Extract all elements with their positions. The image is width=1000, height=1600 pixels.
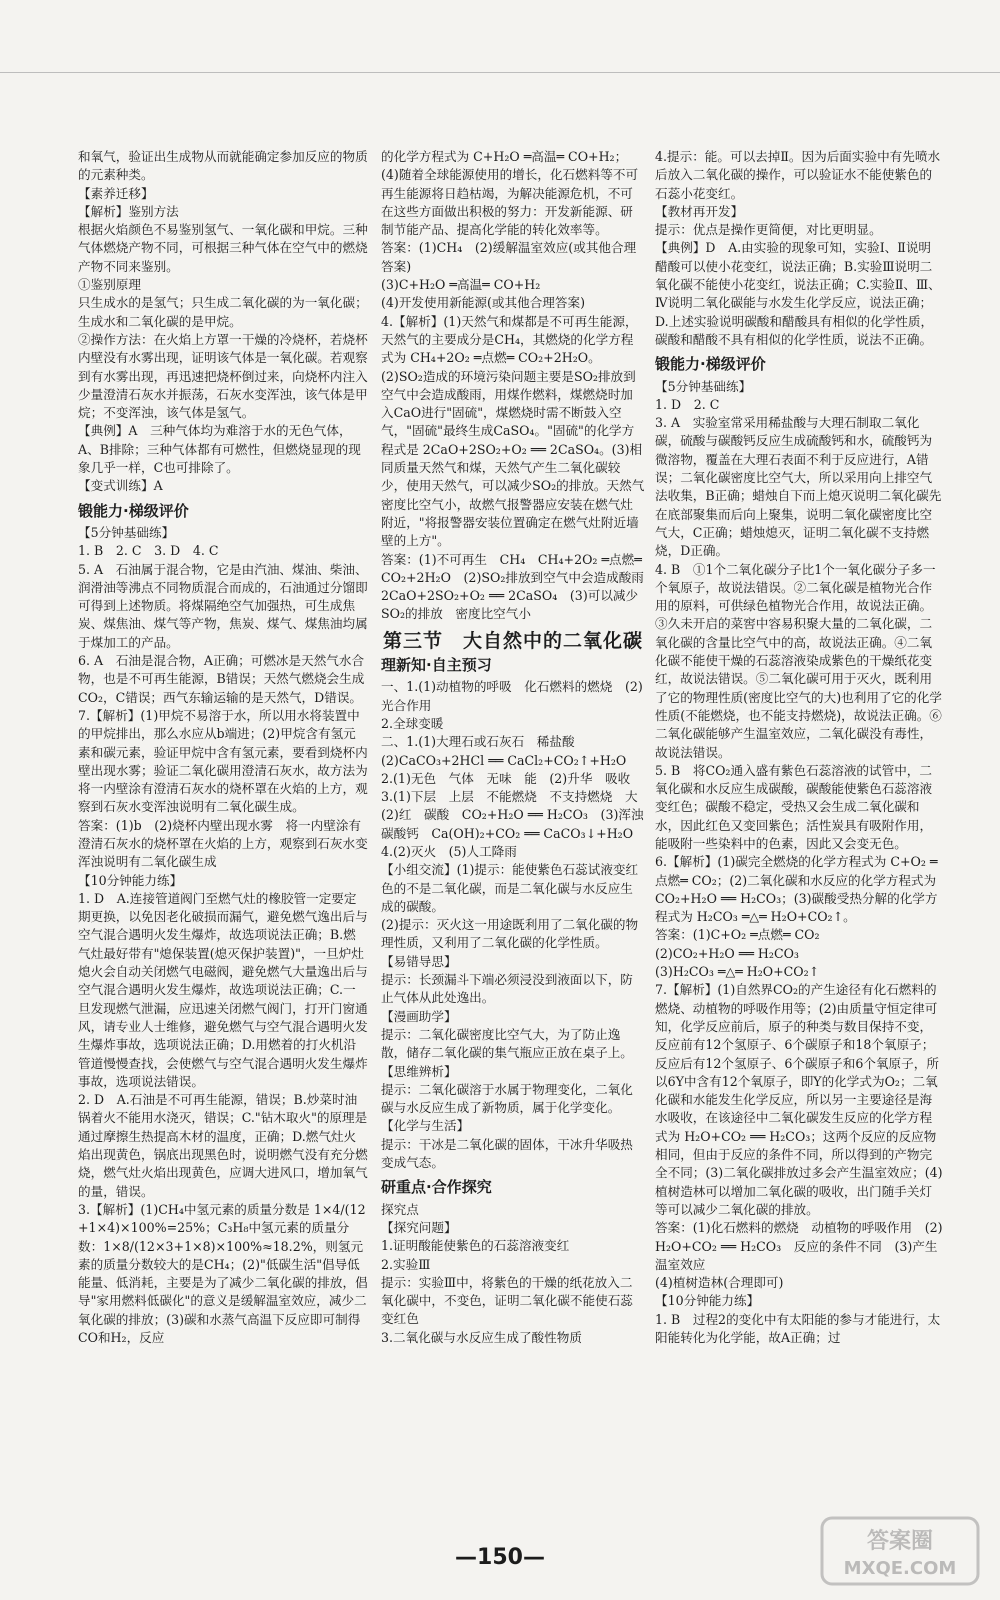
paragraph: 锻能力·梯级评价 [655, 355, 766, 374]
paragraph: 7.【解析】(1)自然界CO₂的产生途径有化石燃料的燃烧、动植物的呼吸作用等；(2)由质量守恒定律可知，化学反应前后，原子的种类与数目保持不变，反应前有12个氢原子、6个碳原子和18个氧原子；反应后有12个氢原子、6个碳原子和6个氧原子，所以6Y中含有12个氧原子，即Y的化学式为O₂；二氧化碳和水能发生化学反应，所以另一主要途径是海水吸收，在该途径中二氧化碳发生反应的化学方程式为 H₂O+CO₂ ══ H₂CO₃；这两个反应的反应物相同，但由于反应的条件不同，所以得到的产物完全不同；(3)二氧化碳排放过多会产生温室效应；(4)植树造林可以增加二氧化碳的吸收，出门随手关灯等可以减少二氧化碳的排放。 [655, 982, 943, 1217]
paragraph: 理新知·自主预习 [381, 656, 492, 675]
paragraph: 【5分钟基础练】 [655, 378, 752, 394]
svg-text:答案圈: 答案圈 [866, 1529, 934, 1554]
paragraph: 6.【解析】(1)碳完全燃烧的化学方程式为 C+O₂ ═点燃═ CO₂；(2)二氧化碳和水反应的化学方程式为 CO₂+H₂O ══ H₂CO₃；(3)碳酸受热分解的化学方程式为 H₂CO₃ ═△═ H₂O+CO₂↑。 [655, 854, 938, 925]
paragraph: 答案：(1)不可再生 CH₄ CH₄+2O₂ ═点燃═ CO₂+2H₂O (2)SO₂排放到空气中会造成酸雨 2CaO+2SO₂+O₂ ══ 2CaSO₄ (3)可以减少SO₂的排放 密度比空气小 [381, 551, 657, 622]
paragraph: (4)植树造林(合理即可) [655, 1275, 784, 1291]
top-rule [0, 72, 1000, 73]
paragraph: 一、1.(1)动植物的呼吸 化石燃料的燃烧 (2)光合作用 [381, 679, 643, 713]
paragraph: 7.【解析】(1)甲烷不易溶于水，所以用水将装置中的甲烷排出，那么水应从b端进；(2)甲烷含有氢元素和碳元素，验证甲烷中含有氢元素，要看到烧杯内壁出现水雾；验证二氧化碳用澄清石灰水，故方法为将一内壁涂有澄清石灰水的烧杯罩在火焰的上方，观察到石灰水变浑浊说明有二氧化碳生成。 [78, 707, 368, 815]
paragraph: 3.(1)下层 上层 不能燃烧 不支持燃烧 大 (2)红 碳酸 CO₂+H₂O ══ H₂CO₃ (3)浑浊 碳酸钙 Ca(OH)₂+CO₂ ══ CaCO₃↓+H₂O [381, 789, 657, 841]
paragraph: 锻能力·梯级评价 [78, 501, 189, 520]
paragraph: 提示：优点是操作更简便，对比更明显。 [655, 222, 882, 238]
paragraph: 【教材再开发】 [655, 203, 744, 219]
paragraph: 提示：二氧化碳密度比空气大，为了防止逸散，储存二氧化碳的集气瓶应正放在桌子上。 [381, 1026, 633, 1061]
paragraph: 提示：干冰是二氧化碳的固体，干冰升华吸热变成气态。 [381, 1136, 633, 1171]
paragraph: (2)SO₂造成的环境污染问题主要是SO₂排放到空气中会造成酸雨，用煤作燃料，煤燃烧时加入CaO进行"固硫"，煤燃烧时需不断鼓入空气，"固硫"最终生成CaSO₄。"固硫"的化学方程式是 2CaO+2SO₂+O₂ ══ 2CaSO₄。(3)相同质量天然气和煤，天然气产生二氧化碳较少，使用天然气，可以减少SO₂的排放。天然气密度比空气小，故燃气报警器应安装在燃气灶附近，"将报警器安装位置确定在燃气灶附近墙壁的上方"。 [381, 368, 645, 549]
paragraph: 答案：(1)b (2)烧杯内壁出现水雾 将一内壁涂有澄清石灰水的烧杯罩在火焰的上方，观察到石灰水变浑浊说明有二氧化碳生成 [78, 817, 368, 870]
paragraph: 1.证明酸能使紫色的石蕊溶液变红 [381, 1238, 570, 1254]
paragraph: 6. A 石油是混合物，A正确；可燃冰是天然气水合物，也是不可再生能源，B错误；天然气燃烧会生成CO₂，C错误；西气东输运输的是天然气，D错误。 [78, 653, 365, 705]
paragraph: 2. D A.石油是不可再生能源，错误；B.炒菜时油锅着火不能用水浇灭，错误；C."钻木取火"的原理是通过摩擦生热提高木材的温度，正确；D.燃气灶火焰出现黄色，锅底出现黑色时，说明燃气没有充分燃烧，燃气灶火焰出现黄色，应调大进风口，增加氧气的量，错误。 [78, 1092, 368, 1199]
paragraph: 答案：(1)C+O₂ ═点燃═ CO₂ [655, 927, 820, 943]
paragraph: 【化学与生活】 [381, 1118, 470, 1134]
paragraph: 【解析】鉴别方法 [78, 203, 179, 219]
paragraph: 【5分钟基础练】 [78, 524, 175, 540]
paragraph: 研重点·合作探究 [381, 1178, 492, 1197]
column-right [655, 148, 943, 1347]
paragraph: 5. A 石油属于混合物，它是由汽油、煤油、柴油、润滑油等沸点不同物质混合而成的，石油通过分馏即可得到上述物质。将煤隔绝空气加强热，可生成焦炭、煤焦油、煤气等产物，焦炭、煤气、煤焦油均属于煤加工的产品。 [78, 561, 368, 650]
paragraph: (3)C+H₂O ═高温═ CO+H₂ [381, 277, 541, 293]
paragraph: 3.【解析】(1)CH₄中氢元素的质量分数是 1×4/(12+1×4)×100%=25%；C₃H₈中氢元素的质量分数：1×8/(12×3+1×8)×100%≈18.2%，则氢元素的质量分数较大的是CH₄；(2)"低碳生活"倡导低能量、低消耗，主要是为了减少二氧化碳的排放，倡导"家用燃料低碳化"的意义是缓解温室效应，减少二氧化碳的排放；(3)碳和水蒸气高温下反应即可制得CO和H₂，反应 [78, 1201, 368, 1345]
paragraph: (3)H₂CO₃ ═△═ H₂O+CO₂↑ [655, 964, 820, 980]
paragraph: 【探究问题】 [381, 1219, 457, 1235]
paragraph: 提示：长颈漏斗下端必须浸没到液面以下，防止气体从此处逸出。 [381, 972, 633, 1006]
paragraph: 【漫画助学】 [381, 1008, 457, 1024]
paragraph: 1. D A.连接管道阀门至燃气灶的橡胶管一定要定期更换，以免因老化破损而漏气，避免燃气逸出后与空气混合遇明火发生爆炸，故选项说法正确；B.燃气灶最好带有"熄保装置(熄灭保护装置)"，一旦炉灶熄火会自动关闭燃气电磁阀，避免燃气大量逸出后与空气混合遇明火发生爆炸，故选项说法正确；C.一旦发现燃气泄漏，应迅速关闭燃气阀门，打开门窗通风，请专业人士维修，避免燃气与空气混合遇明火发生爆炸事故，选项说法正确；D.用燃着的打火机沿管道慢慢查找，会使燃气与空气混合遇明火发生爆炸事故，选项说法错误。 [78, 890, 368, 1089]
paragraph: 【典例】D A.由实验的现象可知，实验Ⅰ、Ⅱ说明醋酸可以使小花变红，说法正确；B.实验Ⅲ说明二氧化碳不能使小花变红，说法正确；C.实验Ⅱ、Ⅲ、Ⅳ说明二氧化碳能与水发生化学反应，说法正确；D.上述实验说明碳酸和醋酸具有相似的化学性质，碳酸和醋酸不具有相似的化学性质，说法不正确。 [655, 240, 941, 347]
column-middle [381, 148, 657, 1347]
paragraph: 提示：二氧化碳溶于水属于物理变化，二氧化碳与水反应生成了新物质，属于化学变化。 [381, 1081, 633, 1116]
paragraph: 提示：实验Ⅲ中，将紫色的干燥的纸花放入二氧化碳中，不变色，证明二氧化碳不能使石蕊变红色 [381, 1274, 633, 1327]
paragraph: ①鉴别原理 [78, 277, 141, 293]
paragraph: ②操作方法：在火焰上方罩一干燥的冷烧杯，若烧杯内壁没有水雾出现，证明该气体是一氧化碳。若观察到有水雾出现，再迅速把烧杯倒过来，向烧杯内注入少量澄清石灰水并振荡，石灰水变浑浊，该气体是甲烷；不变浑浊，该气体是氢气。 [78, 331, 368, 421]
paragraph: 5. B 将CO₂通入盛有紫色石蕊溶液的试管中，二氧化碳和水反应生成碳酸，碳酸能使紫色石蕊溶液变红色；碳酸不稳定，受热又会生成二氧化碳和水，因此红色又变回紫色；活性炭具有吸附作用，能吸附一些染料中的色素，因此又会变无色。 [655, 762, 933, 851]
paragraph: 1. B 过程2的变化中有太阳能的参与才能进行，太阳能转化为化学能，故A正确；过 [655, 1311, 941, 1345]
paragraph: 和氧气，验证出生成物从而就能确定参加反应的物质的元素种类。 [78, 149, 368, 183]
paragraph: 4.【解析】(1)天然气和煤都是不可再生能源，天然气的主要成分是CH₄，其燃烧的化学方程式为 CH₄+2O₂ ═点燃═ CO₂+2H₂O。 [381, 313, 638, 366]
paragraph: 【10分钟能力练】 [655, 1293, 760, 1309]
paragraph: 2.实验Ⅲ [381, 1256, 431, 1272]
page-number: —150— [455, 1545, 545, 1570]
column-left [78, 148, 368, 1347]
paragraph: 【易错导思】 [381, 953, 457, 969]
paragraph: 【典例】A 三种气体均为难溶于水的无色气体，A、B排除；三种气体都有可燃性，但燃烧显现的现象几乎一样，C也可排除了。 [78, 423, 361, 476]
paragraph: (2)CaCO₃+2HCl ══ CaCl₂+CO₂↑+H₂O [381, 752, 627, 768]
paragraph: 3.二氧化碳与水反应生成了酸性物质 [381, 1329, 582, 1345]
watermark-logo [820, 1516, 980, 1586]
paragraph: (2)CO₂+H₂O ══ H₂CO₃ [655, 945, 799, 961]
paragraph: 4.(2)灭火 (5)人工降雨 [381, 843, 517, 859]
paragraph: 答案：(1)化石燃料的燃烧 动植物的呼吸作用 (2)H₂O+CO₂ ══ H₂CO₃ 反应的条件不同 (3)产生温室效应 [655, 1220, 943, 1272]
paragraph: 【变式训练】A [78, 478, 163, 494]
paragraph: 2.全球变暖 [381, 715, 444, 731]
section-title: 第三节 大自然中的二氧化碳 [382, 629, 643, 652]
paragraph: (2)提示：灭火这一用途既利用了二氧化碳的物理性质，又利用了二氧化碳的化学性质。 [381, 917, 639, 951]
paragraph: 2.(1)无色 气体 无味 能 (2)升华 吸收 [381, 770, 631, 786]
paragraph: 只生成水的是氢气；只生成二氧化碳的为一氧化碳；生成水和二氧化碳的是甲烷。 [78, 295, 368, 329]
paragraph: 【素养迁移】 [78, 185, 154, 201]
paragraph: 3. A 实验室常采用稀盐酸与大理石制取二氧化碳，硫酸与碳酸钙反应生成硫酸钙和水，硫酸钙为微溶物，覆盖在大理石表面不利于反应进行，A错误；二氧化碳密度比空气大，所以采用向上排空气法收集，B正确；蜡烛自下而上熄灭说明二氧化碳先在底部聚集而后向上聚集，说明二氧化碳密度比空气大，C正确；蜡烛熄灭，证明二氧化碳不支持燃烧，D正确。 [655, 415, 942, 559]
paragraph: 【小组交流】(1)提示：能使紫色石蕊试液变红色的不是二氧化碳，而是二氧化碳与水反应生成的碳酸。 [381, 862, 639, 914]
paragraph: 答案：(1)CH₄ (2)缓解温室效应(或其他合理答案) [381, 240, 637, 274]
paragraph: 的化学方程式为 C+H₂O ═高温═ CO+H₂； [381, 149, 628, 164]
paragraph: 1. D 2. C [655, 396, 720, 412]
paragraph: 【思维辨析】 [381, 1063, 457, 1079]
paragraph: 【10分钟能力练】 [78, 872, 183, 888]
paragraph: 1. B 2. C 3. D 4. C [78, 543, 219, 559]
paragraph: 4. B ①1个二氧化碳分子比1个一氧化碳分子多一个氧原子，故说法错误。②二氧化碳是植物光合作用的原料，可供绿色植物光合作用，故说法正确。③久未开启的菜窖中容易积聚大量的二氧化碳，二氧化碳的含量比空气中的高，故说法正确。④二氧化碳不能使干燥的石蕊溶液染成紫色的干燥纸花变红，故说法错误。⑤二氧化碳可用于灭火，既利用了它的物理性质(密度比空气的大)也利用了它的化学性质(不能燃烧，也不能支持燃烧)，故说法正确。⑥二氧化碳能够产生温室效应，二氧化碳没有毒性，故说法错误。 [655, 561, 942, 760]
paragraph: 二、1.(1)大理石或石灰石 稀盐酸 [381, 734, 575, 750]
paragraph: (4)开发使用新能源(或其他合理答案) [381, 295, 585, 311]
paragraph: 探究点 [381, 1201, 419, 1217]
paragraph: (4)随着全球能源使用的增长，化石燃料等不可再生能源将日趋枯竭，为解决能源危机，不可在这些方面做出积极的努力：开发新能源、研制节能产品、提高化学能的转化效率等。 [381, 167, 639, 238]
paragraph: 4.提示：能。可以去掉Ⅱ。因为后面实验中有先喷水后放入二氧化碳的操作，可以验证水不能使紫色的石蕊小花变红。 [655, 149, 941, 201]
paragraph: 根据火焰颜色不易鉴别氢气、一氧化碳和甲烷。三种气体燃烧产物不同，可根据三种气体在空气中的燃烧产物不同来鉴别。 [78, 222, 368, 274]
svg-text:MXQE.COM: MXQE.COM [843, 1558, 957, 1579]
